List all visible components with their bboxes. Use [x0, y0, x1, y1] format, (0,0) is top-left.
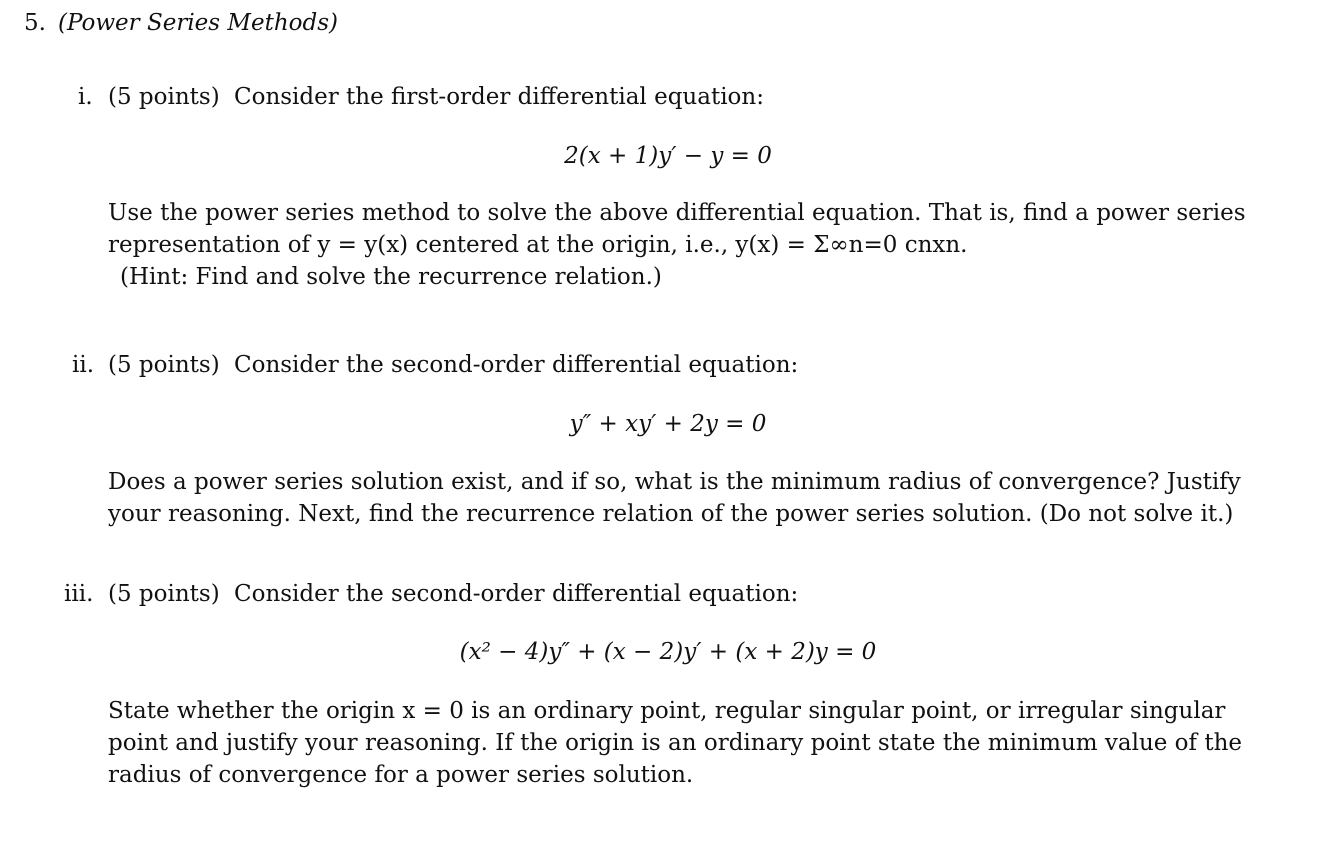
- part-ii-equation: y″ + xy′ + 2y = 0: [569, 411, 767, 437]
- problem-title: (Power Series Methods): [58, 10, 338, 36]
- part-i-body-line-2: representation of y = y(x) centered at the origin, i.e., y(x) = Σ∞n=0 cnxn.: [108, 232, 968, 258]
- part-ii-body-line-1: Does a power series solution exist, and if so, what is the minimum radius of convergence? Justify: [108, 469, 1241, 495]
- part-i-equation: 2(x + 1)y′ − y = 0: [564, 143, 772, 169]
- part-iii-intro: Consider the second-order differential equation:: [234, 581, 799, 607]
- part-i-body-line-1: Use the power series method to solve the above differential equation. That is, find a power series: [108, 200, 1246, 226]
- part-iii-label: iii.: [64, 581, 94, 607]
- part-iii-body-line-1: State whether the origin x = 0 is an ordinary point, regular singular point, or irregular singular: [108, 698, 1226, 724]
- part-iii-body-line-3: radius of convergence for a power series solution.: [108, 762, 694, 788]
- part-ii-intro: Consider the second-order differential equation:: [234, 352, 799, 378]
- part-ii-points: (5 points): [108, 352, 220, 378]
- part-iii-body-line-2: point and justify your reasoning. If the origin is an ordinary point state the minimum value of the: [108, 730, 1243, 756]
- part-i-body-line-3: (Hint: Find and solve the recurrence relation.): [120, 264, 662, 290]
- part-ii-body-line-2: your reasoning. Next, find the recurrence relation of the power series solution. (Do not solve it.): [108, 501, 1234, 527]
- part-iii-points: (5 points): [108, 581, 220, 607]
- problem-number: 5.: [24, 10, 46, 36]
- part-i-label: i.: [78, 84, 93, 110]
- part-i-points: (5 points): [108, 84, 220, 110]
- part-iii-equation: (x² − 4)y″ + (x − 2)y′ + (x + 2)y = 0: [459, 639, 877, 665]
- part-ii-label: ii.: [72, 352, 95, 378]
- part-i-intro: Consider the first-order differential equation:: [234, 84, 764, 110]
